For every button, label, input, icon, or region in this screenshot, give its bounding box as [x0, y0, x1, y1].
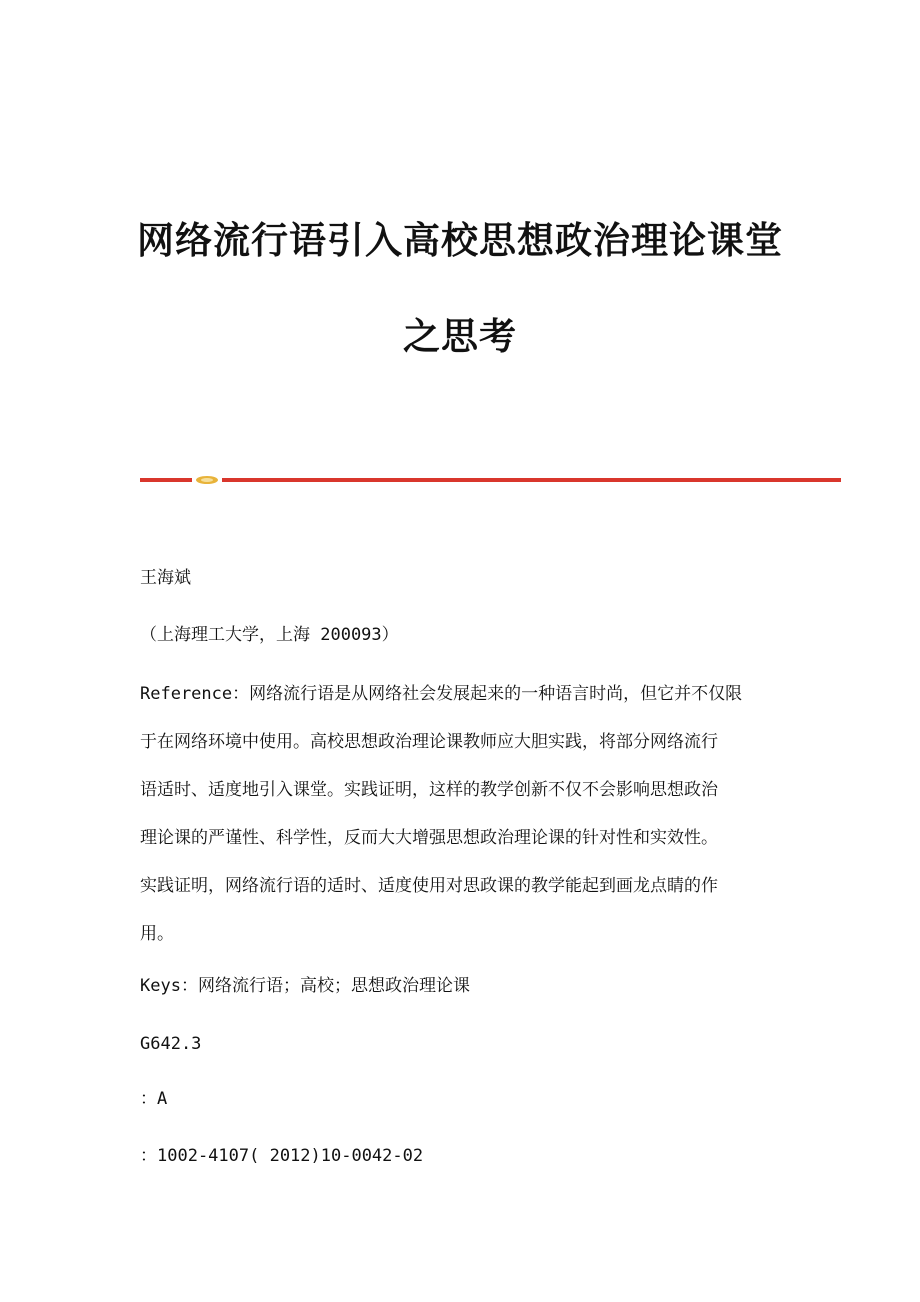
- article-id: ：1002-4107( 2012)10-0042-02: [140, 1146, 424, 1166]
- clc-number: G642.3: [140, 1034, 202, 1054]
- divider-right-segment: [222, 478, 841, 482]
- author-affiliation: （上海理工大学，上海 200093）: [140, 625, 399, 645]
- author-name: 王海斌: [140, 568, 191, 588]
- divider-ornament-icon: [195, 475, 219, 485]
- abstract-line: 用。: [140, 924, 174, 944]
- document-code: ：A: [140, 1089, 168, 1109]
- title-line-2: 之思考: [403, 314, 517, 358]
- title-line-1: 网络流行语引入高校思想政治理论课堂: [137, 218, 783, 262]
- abstract-line: 于在网络环境中使用。高校思想政治理论课教师应大胆实践，将部分网络流行: [140, 732, 718, 752]
- abstract-line: 语适时、适度地引入课堂。实践证明，这样的教学创新不仅不会影响思想政治: [140, 780, 718, 800]
- keywords: Keys：网络流行语；高校；思想政治理论课: [140, 976, 470, 996]
- divider-left-segment: [140, 478, 192, 482]
- abstract-line: 实践证明，网络流行语的适时、适度使用对思政课的教学能起到画龙点睛的作: [140, 876, 718, 896]
- abstract-line: Reference：网络流行语是从网络社会发展起来的一种语言时尚，但它并不仅限: [140, 684, 743, 704]
- abstract-line: 理论课的严谨性、科学性，反而大大增强思想政治理论课的针对性和实效性。: [140, 828, 718, 848]
